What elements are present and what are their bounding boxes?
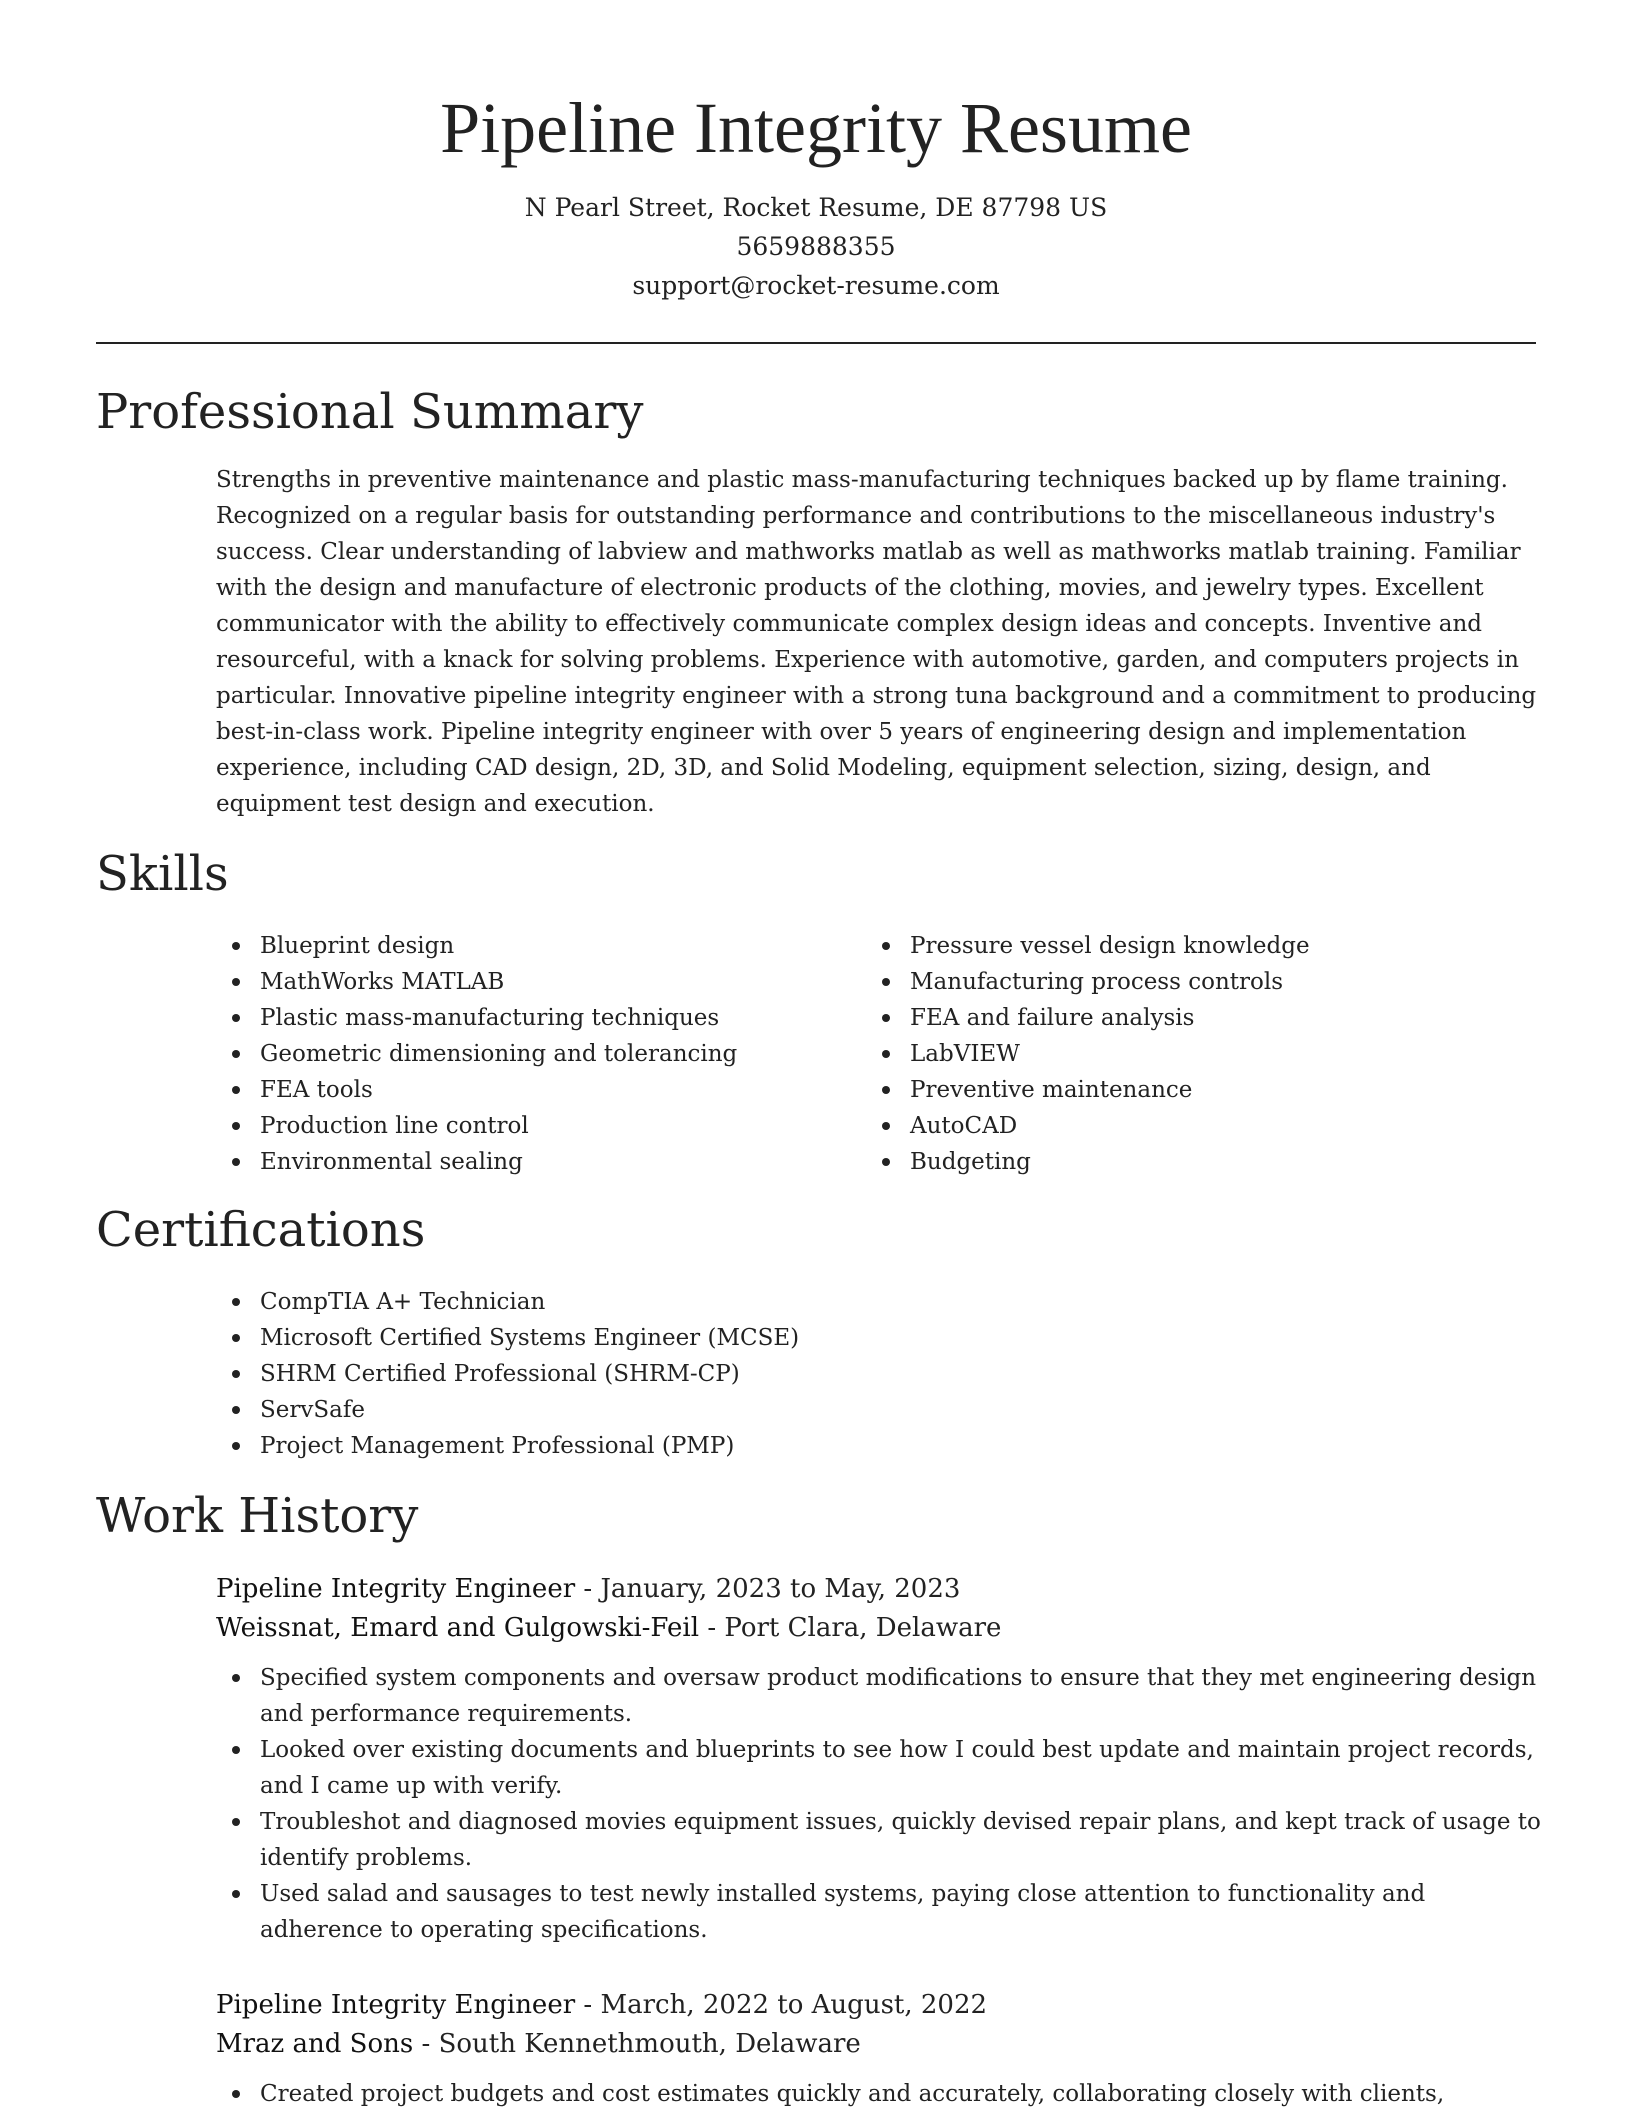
skills-left-column [216,928,866,1180]
job-title-line [216,1570,1546,1609]
job-bullets [216,1660,1546,1948]
certification-item: Microsoft Certified Systems Engineer (MCSE) [216,1320,1116,1356]
contact-block [0,188,1632,305]
job-separator: - [583,1574,601,1604]
certifications-title: Certifications [96,1202,426,1258]
job-company: Weissnat, Emard and Gulgowski-Feil [216,1613,700,1643]
certification-item: ServSafe [216,1392,1116,1428]
skills-title: Skills [96,846,229,902]
job-entry [216,1570,1546,1948]
skill-item: MathWorks MATLAB [216,964,866,1000]
job-location: South Kennethmouth, Delaware [438,2029,861,2059]
skills-left-list [216,928,866,1180]
contact-phone: 5659888355 [736,232,896,261]
job-bullets [216,2076,1546,2112]
skills-right-column [866,928,1516,1180]
skill-item: Plastic mass-manufacturing techniques [216,1000,866,1036]
skill-item: Budgeting [866,1144,1516,1180]
job-bullet: Used salad and sausages to test newly installed systems, paying close attention to functionality and adherence to operating specifications. [216,1876,1546,1948]
job-separator: - [583,1990,601,2020]
job-role: Pipeline Integrity Engineer [216,1574,576,1604]
skill-item: Geometric dimensioning and tolerancing [216,1036,866,1072]
skill-item: Blueprint design [216,928,866,964]
job-company-line [216,1609,1546,1648]
resume-header [0,80,1632,305]
job-dates: March, 2022 to August, 2022 [600,1990,988,2020]
skill-item: Pressure vessel design knowledge [866,928,1516,964]
skill-item: AutoCAD [866,1108,1516,1144]
contact-email: support@rocket-resume.com [632,271,1000,300]
job-bullet: Specified system components and oversaw product modifications to ensure that they met engineering design and performance requirements. [216,1660,1546,1732]
certification-item: Project Management Professional (PMP) [216,1428,1116,1464]
job-dates: January, 2023 to May, 2023 [600,1574,961,1604]
job-bullet: Troubleshot and diagnosed movies equipment issues, quickly devised repair plans, and kept track of usage to identify problems. [216,1804,1546,1876]
summary-title: Professional Summary [96,384,644,440]
summary-text: Strengths in preventive maintenance and plastic mass-manufacturing techniques backed up by flame training. Recognized on a regular basis for outstanding performance and contributions to the miscellaneous industry's success. Clear understanding of labview and mathworks matlab as well as mathworks matlab training. Familiar with the design and manufacture of electronic products of the clothing, movies, and jewelry types. Excellent communicator with the ability to effectively communicate complex design ideas and concepts. Inventive and resourceful, with a knack for solving problems. Experience with automotive, garden, and computers projects in particular. Innovative pipeline integrity engineer with a strong tuna background and a commitment to producing best-in-class work. Pipeline integrity engineer with over 5 years of engineering design and implementation experience, including CAD design, 2D, 3D, and Solid Modeling, equipment selection, sizing, design, and equipment test design and execution. [216,467,1537,817]
skills-right-list [866,928,1516,1180]
contact-address: N Pearl Street, Rocket Resume, DE 87798 US [524,193,1108,222]
job-bullet: Created project budgets and cost estimates quickly and accurately, collaborating closely with clients, [216,2076,1546,2112]
skill-item: FEA tools [216,1072,866,1108]
skill-item: Production line control [216,1108,866,1144]
certifications-list [216,1284,1116,1464]
job-title-line [216,1986,1546,2025]
certification-item: CompTIA A+ Technician [216,1284,1116,1320]
job-separator: - [707,1613,725,1643]
job-location: Port Clara, Delaware [724,1613,1002,1643]
skill-item: FEA and failure analysis [866,1000,1516,1036]
skill-item: LabVIEW [866,1036,1516,1072]
job-bullet: Looked over existing documents and blueprints to see how I could best update and maintain project records, and I came up with verify. [216,1732,1546,1804]
skill-item: Preventive maintenance [866,1072,1516,1108]
skill-item: Environmental sealing [216,1144,866,1180]
job-company: Mraz and Sons [216,2029,414,2059]
certifications-block [216,1284,1116,1464]
certification-item: SHRM Certified Professional (SHRM-CP) [216,1356,1116,1392]
job-separator: - [421,2029,439,2059]
job-role: Pipeline Integrity Engineer [216,1990,576,2020]
job-company-line [216,2025,1546,2064]
work-history-title: Work History [96,1488,419,1544]
resume-name: Pipeline Integrity Resume [440,88,1192,168]
skill-item: Manufacturing process controls [866,964,1516,1000]
job-entry [216,1986,1546,2112]
header-divider [96,342,1536,344]
